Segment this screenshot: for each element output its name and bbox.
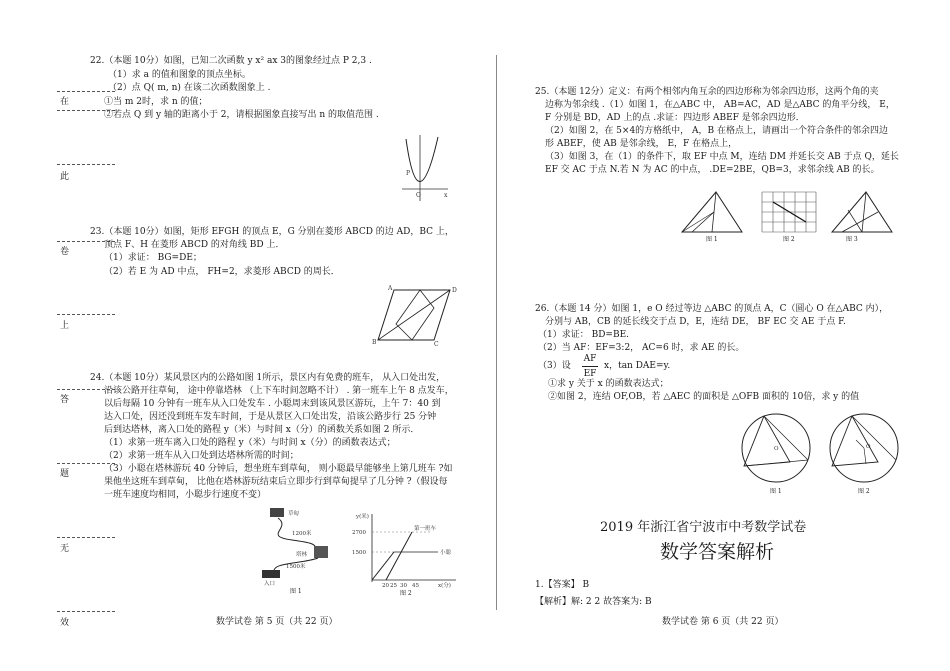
q24-map-figure	[252, 506, 346, 586]
bus-line	[386, 532, 412, 580]
q26-line5a: （3）设	[538, 361, 571, 371]
margin-label: 此	[60, 172, 70, 182]
q26-line6: ①求 y 关于 x 的函数表达式；	[548, 379, 669, 389]
margin-dash	[57, 611, 115, 612]
q22-parabola-figure	[398, 133, 450, 203]
q26-line4: （2）当 AF：EF=3:2， AC=6 时，求 AE 的长。	[538, 343, 745, 353]
q22-part2a: ①当 m 2时，求 n 的值；	[104, 97, 208, 107]
fraction-numerator: AF	[583, 354, 597, 364]
margin-label: 卷	[60, 247, 70, 257]
page-divider	[496, 55, 497, 610]
answer-title: 数学答案解析	[660, 541, 775, 563]
q26-line2: 分别与 AB，CB 的延长线交于点 D，E，连结 DE， BF EC 交 AE 于点 F.	[545, 317, 846, 327]
map-label-entrance: 入口	[264, 581, 276, 586]
map-label-1500: 1500米	[286, 564, 306, 570]
graph-x-tick-30: 30	[400, 583, 407, 589]
q24-line3: 以后每隔 10 分钟有一班车从入口处发车 . 小聪周末到该风景区游玩，上午 7：40 到	[104, 399, 441, 409]
q26-line3: （1）求证： BD=BE.	[538, 330, 630, 340]
q26-fig2-caption: 图 2	[858, 488, 870, 495]
right-footer: 数学试卷 第 6 页（共 22 页）	[662, 617, 784, 627]
q25-fig2-caption: 图 2	[783, 236, 795, 243]
q26-fig1	[738, 410, 814, 486]
svg-text:A: A	[388, 285, 393, 292]
q24-fig2-caption: 图 2	[400, 590, 412, 597]
q26-line7: ②如图 2，连结 OF,OB，若 △AEC 的面积是 △OFB 面积的 10倍，求 y 的值	[548, 392, 860, 402]
graph-y-tick-1500: 1500	[352, 550, 366, 556]
q25-fig2-grid	[758, 188, 820, 236]
q25-line2: 边称为邻余线 .（1）如图 1，在△ABC 中， AB=AC，AD 是△ABC 的角平分线， E，	[545, 100, 895, 110]
left-footer: 数学试卷 第 5 页（共 22 页）	[216, 617, 338, 627]
q24-line1: 24.（本题 10分）某风景区内的公路如图 1所示，景区内有免费的班车， 从入口处出发，	[90, 373, 446, 383]
svg-text:D: D	[452, 287, 457, 294]
q23-stem2: 顶点 F、H 在菱形 ABCD 的对角线 BD 上．	[104, 240, 285, 250]
q25-line3: F 分别是 BD，AD 上的点 .求证：四边形 ABEF 是邻余四边形．	[545, 113, 805, 123]
q22-part2b: ②若点 Q 到 y 轴的距离小于 2，请根据图象直接写出 n 的取值范围 .	[104, 110, 379, 120]
svg-text:O: O	[866, 444, 871, 450]
svg-text:O: O	[416, 192, 421, 199]
margin-dash	[57, 91, 115, 92]
q26-fig2	[826, 410, 902, 486]
q24-line8: （3）小聪在塔林游玩 40 分钟后，想坐班车到草甸， 则小聪最早能够坐上第几班车 ?如	[104, 464, 453, 474]
q25-line4: （2）如图 2，在 5×4的方格纸中， A，B 在格点上，请画出一个符合条件的邻余四边	[545, 126, 889, 136]
q26-fig1-caption: 图 1	[770, 488, 782, 495]
margin-dash	[57, 537, 115, 538]
q22-part2: （2）点 Q( m, n) 在该二次函数图象上 .	[108, 83, 271, 93]
map-label-meadow: 草甸	[288, 511, 300, 517]
margin-label: 题	[60, 469, 70, 479]
graph-label-walker: 小聪	[440, 550, 452, 556]
q25-fig3-caption: 图 3	[846, 236, 858, 243]
graph-x-tick-45: 45	[412, 583, 419, 589]
q24-line6: （1）求第一班车离入口处的路程 y（米）与时间 x（分）的函数表达式；	[104, 438, 396, 448]
q22-stem: 22.（本题 10分）如图，已知二次函数 y x² ax 3的图象经过点 P 2,3 .	[90, 56, 372, 66]
graph-x-tick-25: 25	[390, 583, 397, 589]
q25-line7: EF 交 AC 于点 N.若 N 为 AC 的中点， .DE=2BE，QB=3，求邻余线 AB 的长。	[545, 165, 880, 175]
fraction-denominator: EF	[583, 369, 597, 380]
q24-graph-figure	[350, 510, 460, 590]
margin-dash	[57, 314, 115, 315]
q25-line6: （3）如图 3，在（1）的条件下，取 EF 中点 M，连结 DM 并延长交 AB 于点 Q，延长	[545, 152, 899, 162]
q24-fig1-caption: 图 1	[290, 588, 302, 595]
svg-text:x: x	[444, 192, 448, 199]
q22-part1: （1）求 a 的值和图象的顶点坐标。	[108, 70, 251, 80]
q24-line7: （2）求第一班车从入口处到达塔林所需的时间；	[104, 451, 299, 461]
q23-rhombus-figure	[372, 284, 458, 346]
graph-x-tick-20: 20	[382, 583, 389, 589]
svg-text:P: P	[406, 170, 411, 177]
walk-line	[372, 552, 394, 580]
q26-line5b: x，tan DAE=y.	[604, 361, 671, 371]
margin-label: 效	[60, 618, 70, 628]
answer-1-explanation: 【解析】解: 2 2 故答案为: B	[535, 597, 652, 607]
margin-label: 答	[60, 395, 70, 405]
graph-y-tick-2700: 2700	[352, 530, 366, 536]
q25-fig3	[826, 188, 898, 236]
q25-line5: 形 ABEF，使 AB 是邻余线， E，F 在格点上，	[545, 139, 738, 149]
q25-line1: 25.（本题 12分）定义：有两个相邻内角互余的四边形称为邻余四边形，这两个角的夹	[535, 87, 879, 97]
map-label-tower: 塔林	[296, 552, 308, 558]
margin-label: 在	[60, 97, 70, 107]
q24-line2: 沿该公路开往草甸， 途中停靠塔林 （上下车时间忽略不计） . 第一班车上午 8 点发车，	[104, 386, 454, 396]
graph-legend-bus: 第一班车	[414, 526, 437, 532]
q26-line1: 26.（本题 14 分）如图 1，e O 经过等边 △ABC 的顶点 A，C（圆心 O 在△ABC 内），	[535, 304, 889, 314]
svg-text:O: O	[774, 446, 779, 452]
margin-label: 无	[60, 544, 70, 554]
q24-line4: 达入口处，因还没到班车发车时间，于是从景区入口处出发，沿该公路步行 25 分钟	[104, 412, 437, 422]
q26-fraction	[582, 353, 598, 380]
q24-line9: 果他坐这班车到草甸， 比他在塔林游玩结束后立即步行到草甸提早了几分钟 ?（假设每	[104, 477, 448, 487]
map-label-1200: 1200米	[292, 531, 312, 537]
svg-text:B: B	[372, 339, 377, 346]
graph-x-unit: x(分)	[438, 583, 451, 589]
svg-text:C: C	[434, 341, 439, 346]
q23-part1: （1）求证： BG=DE；	[104, 253, 202, 263]
exam-title: 2019 年浙江省宁波市中考数学试卷	[600, 520, 807, 535]
q25-fig1	[676, 188, 748, 236]
q24-line5: 后到达塔林，离入口处的路程 y（米）与时间 x（分）的函数关系如图 2 所示．	[104, 425, 420, 435]
q23-part2: （2）若 E 为 AD 中点， FH=2，求菱形 ABCD 的周长．	[104, 267, 340, 277]
q25-fig1-caption: 图 1	[706, 236, 718, 243]
q24-line10: 一班车速度均相同，小聪步行速度不变）	[104, 490, 267, 500]
q23-stem: 23.（本题 10分）如图，矩形 EFGH 的顶点 E，G 分别在菱形 ABCD 的边 AD，BC 上，	[90, 227, 454, 237]
graph-y-unit: y(米)	[356, 514, 369, 520]
margin-label: 上	[60, 321, 70, 331]
answer-1: 1.【答案】 B	[535, 580, 590, 590]
margin-dash	[57, 164, 115, 165]
